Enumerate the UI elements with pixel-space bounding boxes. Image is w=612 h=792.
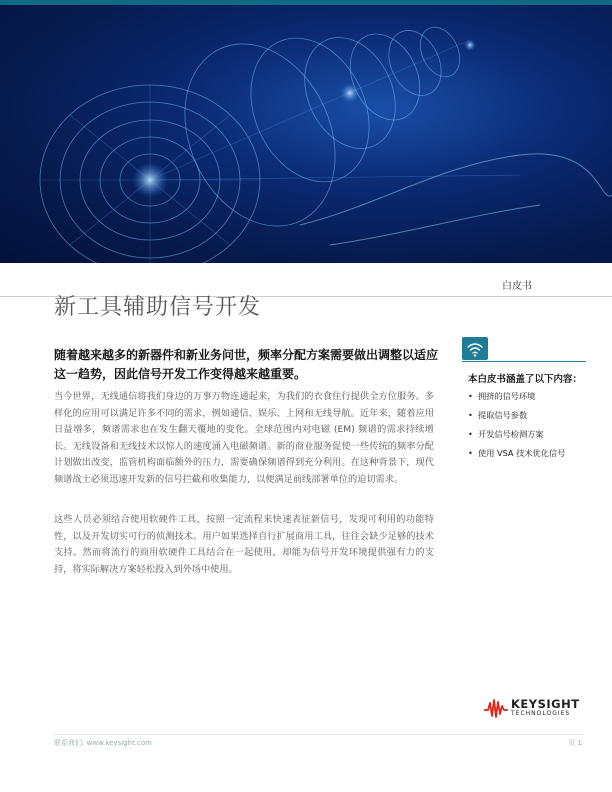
signal-wave-illustration	[0, 5, 612, 263]
document-type-label: 白皮书	[502, 281, 532, 292]
keysight-logo	[483, 696, 583, 720]
hero-image	[0, 5, 612, 263]
keysight-wave-icon	[483, 696, 509, 720]
wifi-icon	[462, 337, 488, 360]
sidebar-title: 本白皮书涵盖了以下内容：	[468, 374, 583, 385]
sidebar-list-item: • 开发信号检测方案	[468, 425, 565, 444]
page-title: 新工具辅助信号开发	[54, 295, 262, 320]
sidebar-list	[468, 387, 565, 463]
page-number: 页 1	[568, 739, 582, 747]
logo-subtitle: TECHNOLOGIES	[511, 710, 571, 717]
footer-divider	[54, 734, 584, 735]
lead-paragraph: 随着越来越多的新器件和新业务问世，频率分配方案需要做出调整以适应这一趋势，因此信号开发工作变得越来越重要。	[54, 348, 439, 381]
footer-contact-link[interactable]: 联系我们: www.keysight.com	[54, 739, 152, 747]
sidebar-list-item: • 提取信号参数	[468, 406, 565, 425]
sidebar-summary-box	[462, 337, 592, 471]
sidebar-list-item: • 拥挤的信号环境	[468, 387, 565, 406]
sidebar-top-rule	[462, 361, 586, 362]
sidebar-list-item: • 使用 VSA 技术优化信号	[468, 444, 565, 463]
body-paragraph-2: 这些人员必须结合使用软硬件工具，按照一定流程来快速表征新信号，发现可利用的功能特性，以及开发切实可行的侦测技术。用户如果选择自行扩展商用工具，往往会缺少足够的技术支持。然而将流行的商用软硬件工具结合在一起使用，却能为信号开发环境提供强有力的支持，将实际解决方案轻松投入到外场中使用。	[54, 514, 434, 575]
body-paragraph-1: 当今世界，无线通信将我们身边的万事万物连通起来，为我们的衣食住行提供全方位服务。多样化的应用可以满足许多不同的需求，例如通信、娱乐、上网和无线导航。近年来，随着应用日益增多，频谱需求也在发生翻天覆地的变化。全球范围内对电磁 (EM) 频谱的需求持续增长。无线设备和无线技术以惊人的速度涌入电磁频谱。新的商业服务促使一些传统的频率分配计划做出改变，监管机构面临额外的压力，需要确保频谱得到充分利用。在这种背景下，现代频谱战士必须迅速开发新的信号拦截和收集能力，以便满足前线部署单位的迫切需求。	[54, 391, 434, 485]
logo-wordmark: KEYSIGHT	[511, 697, 580, 711]
